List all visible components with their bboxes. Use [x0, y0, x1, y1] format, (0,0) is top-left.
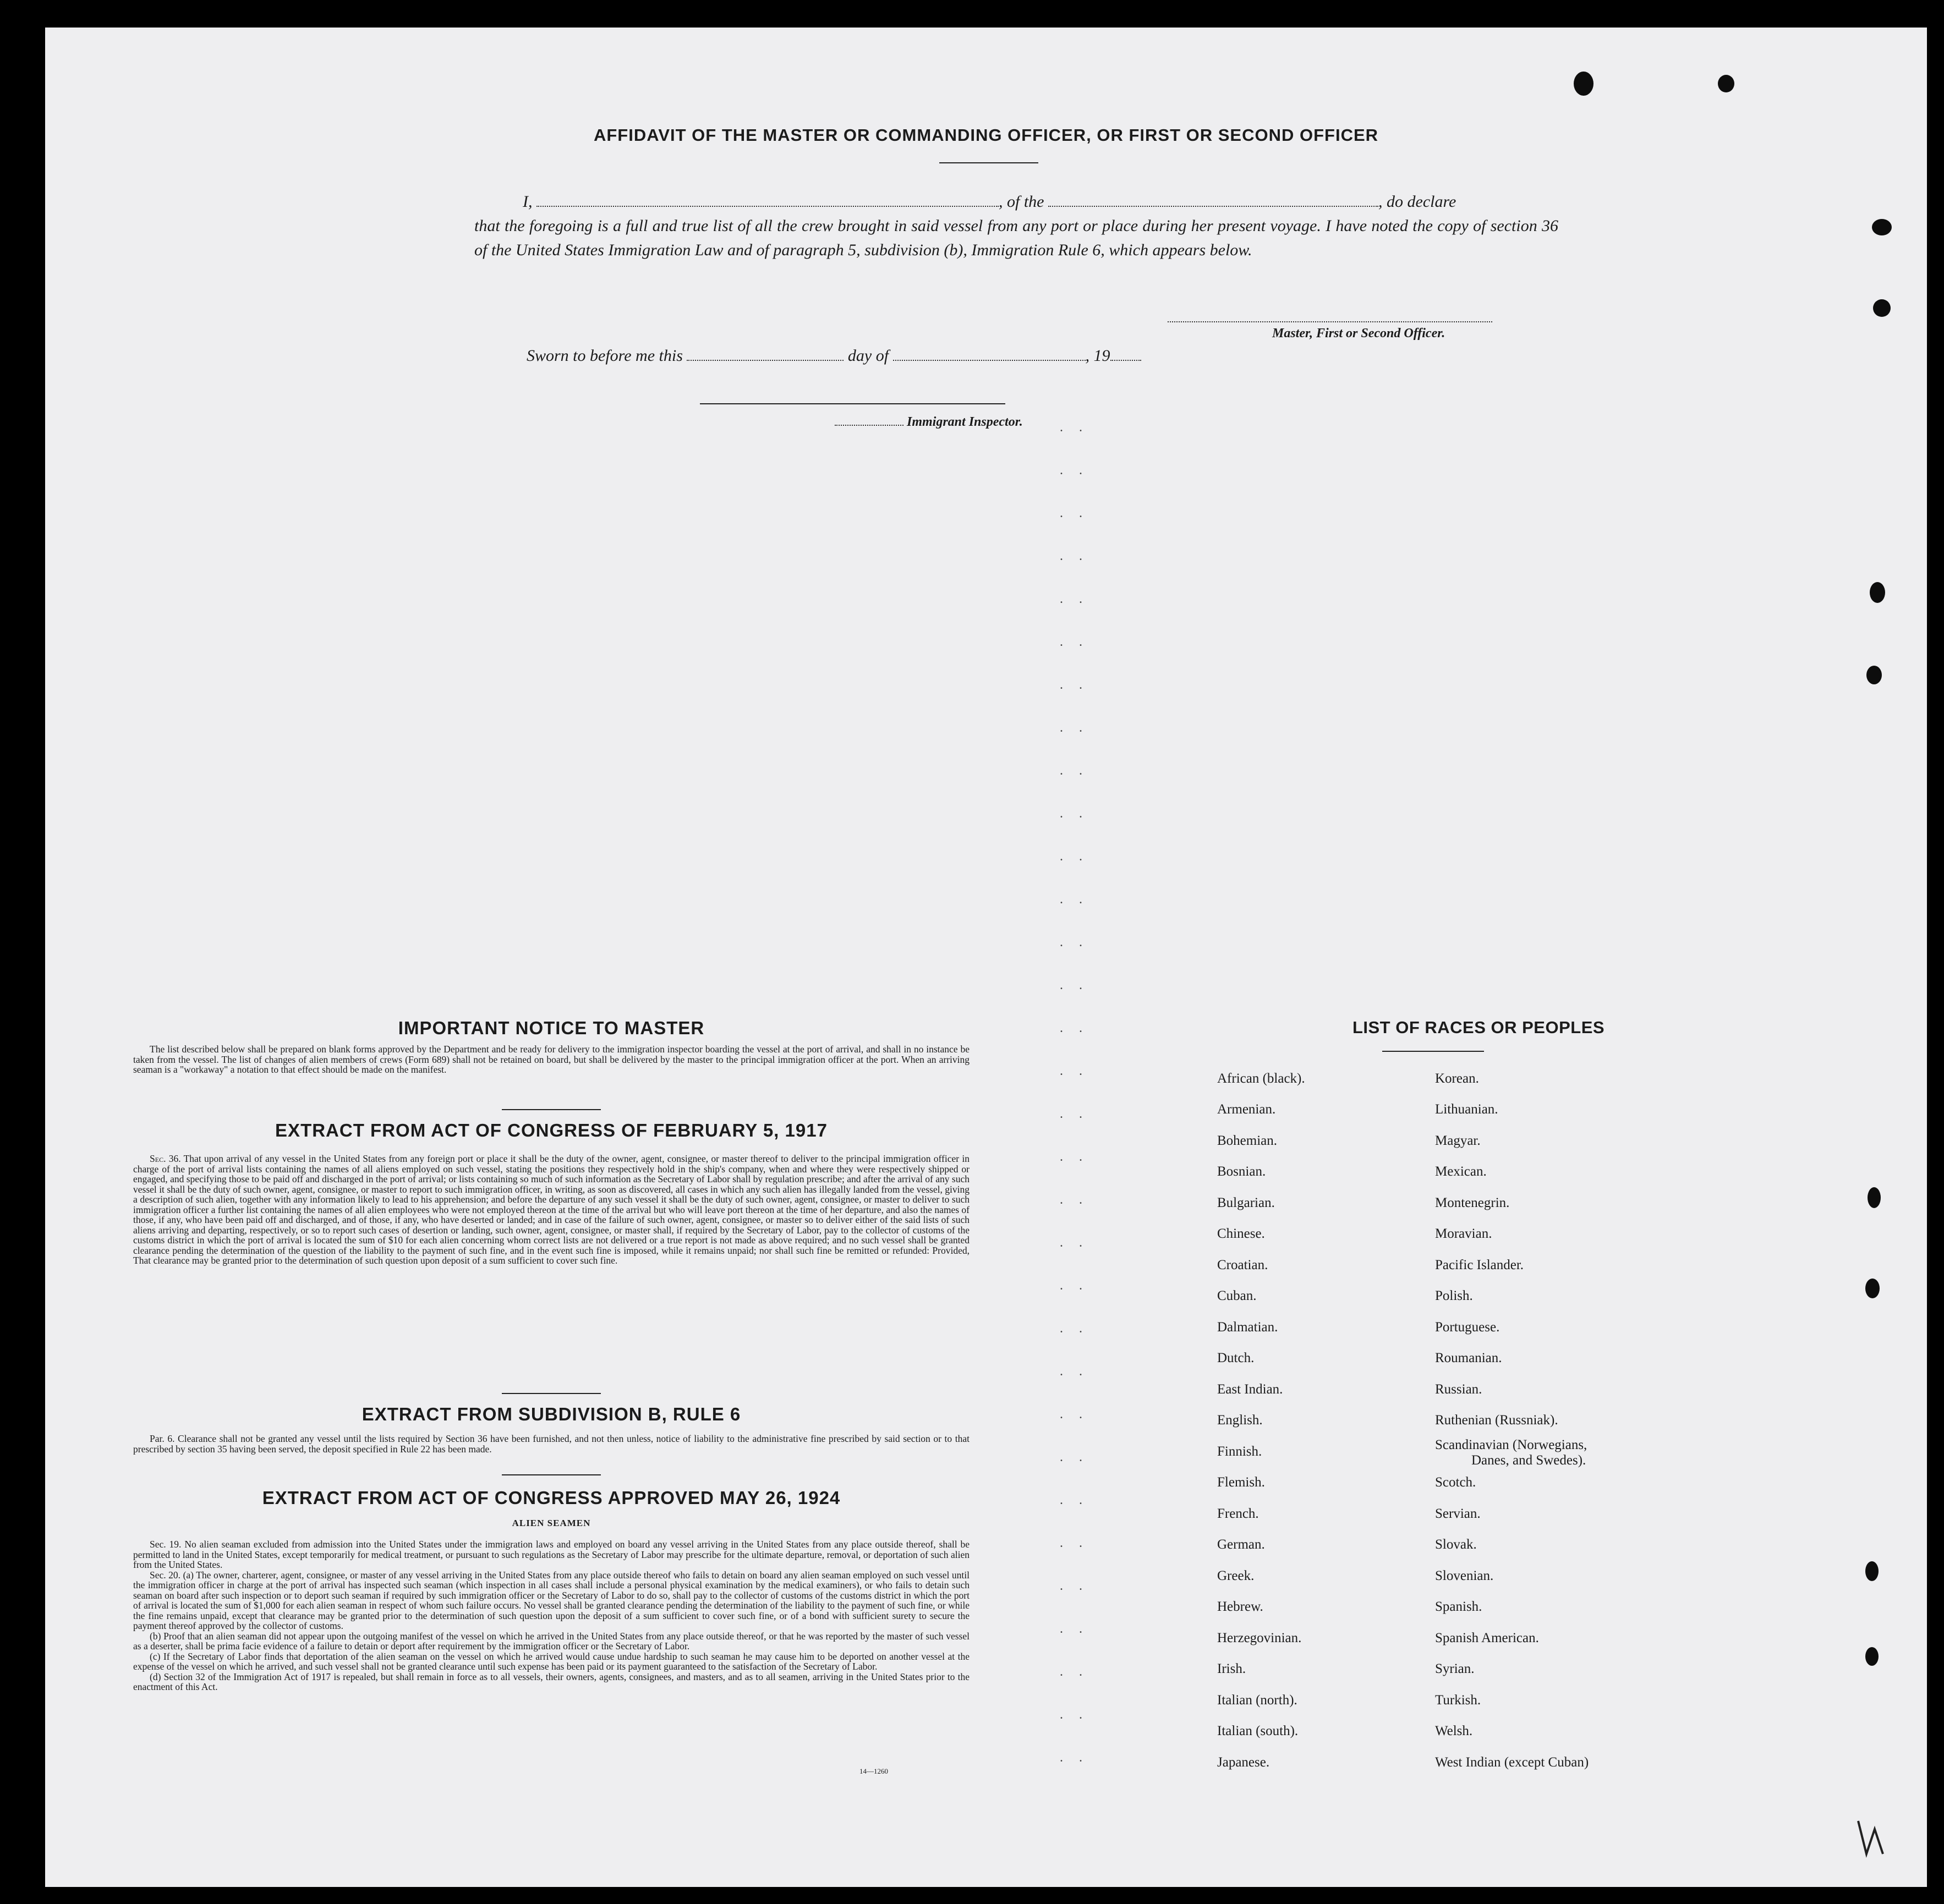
- affidavit-title: AFFIDAVIT OF THE MASTER OR COMMANDING OFFICER, OR FIRST OR SECOND OFFICER: [593, 125, 1379, 145]
- race-item: Servian.: [1435, 1506, 1481, 1521]
- race-item: Italian (south).: [1217, 1724, 1299, 1738]
- notice-text: [133, 1044, 970, 1075]
- races-title: LIST OF RACES OR PEOPLES: [1352, 1018, 1605, 1037]
- punch-hole: [1574, 72, 1593, 96]
- sec20a-paragraph: Sec. 20. (a) The owner, charterer, agent, consignee, or master of any vessel arriving in the United States from any place outside thereof who fails to detain on board any alien seaman employed on such vessel until the immigration officer in charge at the port of arrival has inspected such seaman (which inspection in all cases shall include a personal physical examination by the medical examiners), or who fails to detain such seaman on board after such inspection or to deport such seaman if required by such immigration officer or the Secretary of Labor to do so, shall pay to the collector of customs of the customs district in which the port of arrival is located the sum of $1,000 for each alien seaman in respect of whom such failure occurs. No vessel shall be granted clearance pending the determination of the liability to the payment of such fine, or while the fine remains unpaid, except that clearance may be granted prior to the determination of such question upon the deposit of a sum sufficient to cover such fine, or of a bond with sufficient surety to secure the payment thereof approved by the collector of customs.: [133, 1569, 970, 1631]
- race-item: Flemish.: [1217, 1475, 1265, 1490]
- race-item: Japanese.: [1217, 1755, 1270, 1770]
- year-blank[interactable]: [1110, 347, 1141, 361]
- extract-1924-text: [133, 1539, 970, 1692]
- race-item: English.: [1217, 1413, 1263, 1428]
- sworn-line: [527, 344, 1297, 368]
- sec20b-paragraph: (b) Proof that an alien seaman did not appear upon the outgoing manifest of the vessel on which he arrived in the United States from any place outside thereof, or that he was reported by the master of such vessel as a deserter, shall be prima facie evidence of a failure to detain or deport after requirement by the immigration officer or the Secretary of Labor.: [133, 1630, 970, 1651]
- year-label: , 19: [1085, 347, 1110, 365]
- sec20c-paragraph: (c) If the Secretary of Labor finds that deportation of the alien seaman on the vessel on which he arrived would cause undue hardship to such seaman he may cause him to be deported on another vessel at the expense of the vessel on which he arrived, and such vessel shall not be granted clearance until such expense has been paid or its payment guaranteed to the satisfaction of the Secretary of Labor.: [133, 1650, 970, 1672]
- name-blank[interactable]: [536, 193, 999, 207]
- sworn-label: Sworn to before me this: [527, 347, 683, 365]
- race-item: Polish.: [1435, 1288, 1473, 1303]
- race-item: Greek.: [1217, 1568, 1255, 1583]
- race-item: African (black).: [1217, 1071, 1305, 1086]
- race-item: Bohemian.: [1217, 1133, 1278, 1148]
- notice-paragraph: The list described below shall be prepared on blank forms approved by the Department and be ready for delivery to the immigration inspector boarding the vessel at the port of arrival, and shall in no instance be taken from the vessel. The list of changes of alien members of crews (Form 689) shall not be retained on board, but shall be delivered by the master to the principal immigration officer at the port. When an arriving seaman is a "workaway" a notation to that effect should be made on the manifest.: [133, 1044, 970, 1075]
- race-item: Armenian.: [1217, 1102, 1276, 1117]
- of-the-label: , of the: [999, 193, 1044, 211]
- race-item: Hebrew.: [1217, 1599, 1263, 1614]
- extract-rule6-text: [133, 1434, 970, 1454]
- race-item: Herzegovinian.: [1217, 1631, 1302, 1645]
- title-divider: [939, 162, 1038, 163]
- punch-hole: [1873, 299, 1891, 317]
- punch-hole: [1872, 219, 1892, 235]
- race-item: Bulgarian.: [1217, 1195, 1275, 1210]
- race-item: Moravian.: [1435, 1226, 1492, 1241]
- punch-hole: [1866, 666, 1882, 684]
- sec36-text: That upon arrival of any vessel in the United States from any foreign port or place it shall be the duty of the owner, agent, consignee, or master thereof to deliver to the principal immigration officer in charge of the port of arrival lists containing the names of all aliens employed on such vessel, stating the positions they respectively hold in the ship's company, when and where they were respectively shipped or engaged, and specifying those to be paid off and discharged in the port of arrival; or lists containing so much of such information as the Secretary of Labor shall by regulation prescribe; and after the arrival of any such vessel it shall be the duty of such owner, agent, consignee, or master to report to such immigration officer, in writing, as soon as discovered, all cases in which any such alien has illegally landed from the vessel, giving a description of such alien, together with any information likely to lead to his apprehension; and before the departure of any such vessel it shall be the duty of such owner, agent, consignee, or master to deliver to such immigration officer a further list containing the names of all alien employees who were not employed thereon at the time of the arrival but who will leave port thereon at the time of her departure, and also the names of those, if any, who have been paid off and discharged, and of those, if any, who have deserted or landed; and in case of the failure of such owner, agent, consignee, or master so to deliver either of the said lists of such aliens arriving and departing, respectively, or so to report such cases of desertion or landing, such owner, agent, consignee, or master shall, if required by the Secretary of Labor, pay to the collector of customs of the customs district in which the port of arrival is located the sum of $10 for each alien concerning whom correct lists are not delivered or a true report is not made as above required; and no such vessel shall be granted clearance pending the determination of the question of the liability to the payment of such fine, and in the event such fine is imposed, while it remains unpaid; nor shall such fine be remitted or refunded: Provided, That clearance may be granted prior to the determination of such question upon deposit of a sum sufficient to cover such fine.: [133, 1153, 970, 1266]
- race-item: Turkish.: [1435, 1693, 1481, 1708]
- extract-rule6-title: EXTRACT FROM SUBDIVISION B, RULE 6: [362, 1404, 741, 1424]
- race-item: Spanish.: [1435, 1599, 1482, 1614]
- race-item: Dalmatian.: [1217, 1320, 1278, 1335]
- declaration-line: [474, 190, 1553, 214]
- race-item: Mexican.: [1435, 1164, 1487, 1179]
- race-item: French.: [1217, 1506, 1259, 1521]
- day-blank[interactable]: [687, 347, 844, 361]
- dot-column: . . . . . . . . . . . . . . . . . . . . . . . . . . . . . . . .: [1060, 420, 1063, 1765]
- race-item: Magyar.: [1435, 1133, 1481, 1148]
- divider: [502, 1109, 601, 1110]
- race-item: Syrian.: [1435, 1661, 1475, 1676]
- rule6-paragraph: Par. 6. Clearance shall not be granted any vessel until the lists required by Section 36 have been furnished, and not then unless, notice of liability to the administrative fine prescribed by said section or to that prescribed by section 35 having been served, the deposit specified in Rule 22 has been made.: [133, 1433, 970, 1455]
- punch-hole: [1870, 582, 1885, 603]
- race-item: Italian (north).: [1217, 1693, 1297, 1708]
- sec36-label: Sec. 36.: [150, 1153, 181, 1164]
- inspector-signature-line[interactable]: [700, 403, 1005, 404]
- race-item: Dutch.: [1217, 1351, 1255, 1365]
- race-item: Ruthenian (Russniak).: [1435, 1413, 1558, 1428]
- punch-hole: [1865, 1279, 1880, 1298]
- race-item: Korean.: [1435, 1071, 1479, 1086]
- inspector-label-text: Immigrant Inspector.: [907, 415, 1023, 429]
- month-blank[interactable]: [893, 347, 1086, 361]
- race-item: East Indian.: [1217, 1382, 1283, 1397]
- race-item: Pacific Islander.: [1435, 1258, 1524, 1272]
- race-item: Lithuanian.: [1435, 1102, 1498, 1117]
- race-item: Scandinavian (Norwegians,: [1435, 1437, 1587, 1452]
- race-item: Russian.: [1435, 1382, 1482, 1397]
- dot-column: . . . . . . . . . . . . . . . . . . . . . . . . . . . . . . . .: [1079, 420, 1082, 1765]
- race-item: Welsh.: [1435, 1724, 1473, 1738]
- extract-1917-text: [133, 1154, 970, 1266]
- race-item: Montenegrin.: [1435, 1195, 1510, 1210]
- race-item: West Indian (except Cuban): [1435, 1755, 1589, 1770]
- master-signature-line[interactable]: [1168, 321, 1492, 322]
- inspector-label: [835, 415, 1023, 430]
- divider: [502, 1393, 601, 1394]
- race-item: Croatian.: [1217, 1258, 1268, 1272]
- form-number: 14—1260: [859, 1767, 888, 1775]
- form-page: [45, 28, 1927, 1887]
- race-item: Finnish.: [1217, 1444, 1262, 1459]
- race-item: Portuguese.: [1435, 1320, 1500, 1335]
- extract-1924-title: EXTRACT FROM ACT OF CONGRESS APPROVED MAY 26, 1924: [262, 1488, 841, 1508]
- master-signature-label: Master, First or Second Officer.: [1272, 326, 1445, 341]
- notice-title: IMPORTANT NOTICE TO MASTER: [398, 1018, 705, 1038]
- race-item: Cuban.: [1217, 1288, 1257, 1303]
- declaration-text: that the foregoing is a full and true list of all the crew brought in said vessel from any port or place during her present voyage. I have noted the copy of section 36 of the United States Immigration Law and of paragraph 5, subdivision (b), Immigration Rule 6, which appears below.: [474, 217, 1558, 259]
- alien-seamen-subtitle: ALIEN SEAMEN: [512, 1518, 591, 1528]
- race-item: Scotch.: [1435, 1475, 1476, 1490]
- race-item: Chinese.: [1217, 1226, 1265, 1241]
- race-item: Slovenian.: [1435, 1568, 1494, 1583]
- sec20d-paragraph: (d) Section 32 of the Immigration Act of 1917 is repealed, but shall remain in force as to all vessels, their owners, agents, consignees, and masters, and as to all seamen, arriving in the United States prior to the enactment of this Act.: [133, 1671, 970, 1692]
- race-item: German.: [1217, 1537, 1265, 1552]
- race-item: Bosnian.: [1217, 1164, 1266, 1179]
- punch-hole: [1865, 1561, 1879, 1581]
- i-label: I,: [523, 193, 533, 211]
- sec19-paragraph: Sec. 19. No alien seaman excluded from admission into the United States under the immigration laws and employed on board any vessel arriving in the United States from any place outside thereof, shall be permitted to land in the United States, except temporarily for medical treatment, or pursuant to such regulations as the Secretary of Labor may prescribe for the ultimate departure, removal, or deportation of such alien from the United States.: [133, 1539, 970, 1570]
- punch-hole: [1865, 1647, 1879, 1666]
- handwritten-mark: [1855, 1815, 1888, 1859]
- race-item-continued: Danes, and Swedes).: [1471, 1453, 1586, 1468]
- punch-hole: [1718, 75, 1734, 92]
- race-item: Slovak.: [1435, 1537, 1477, 1552]
- race-item: Spanish American.: [1435, 1631, 1539, 1645]
- divider: [502, 1474, 601, 1475]
- vessel-blank[interactable]: [1048, 193, 1378, 207]
- extract-1917-title: EXTRACT FROM ACT OF CONGRESS OF FEBRUARY 5, 1917: [275, 1120, 828, 1140]
- races-divider: [1382, 1051, 1484, 1052]
- day-of-label: day of: [847, 347, 889, 365]
- do-declare-label: , do declare: [1378, 193, 1456, 211]
- punch-hole: [1868, 1187, 1881, 1208]
- race-item: Roumanian.: [1435, 1351, 1502, 1365]
- race-item: Irish.: [1217, 1661, 1246, 1676]
